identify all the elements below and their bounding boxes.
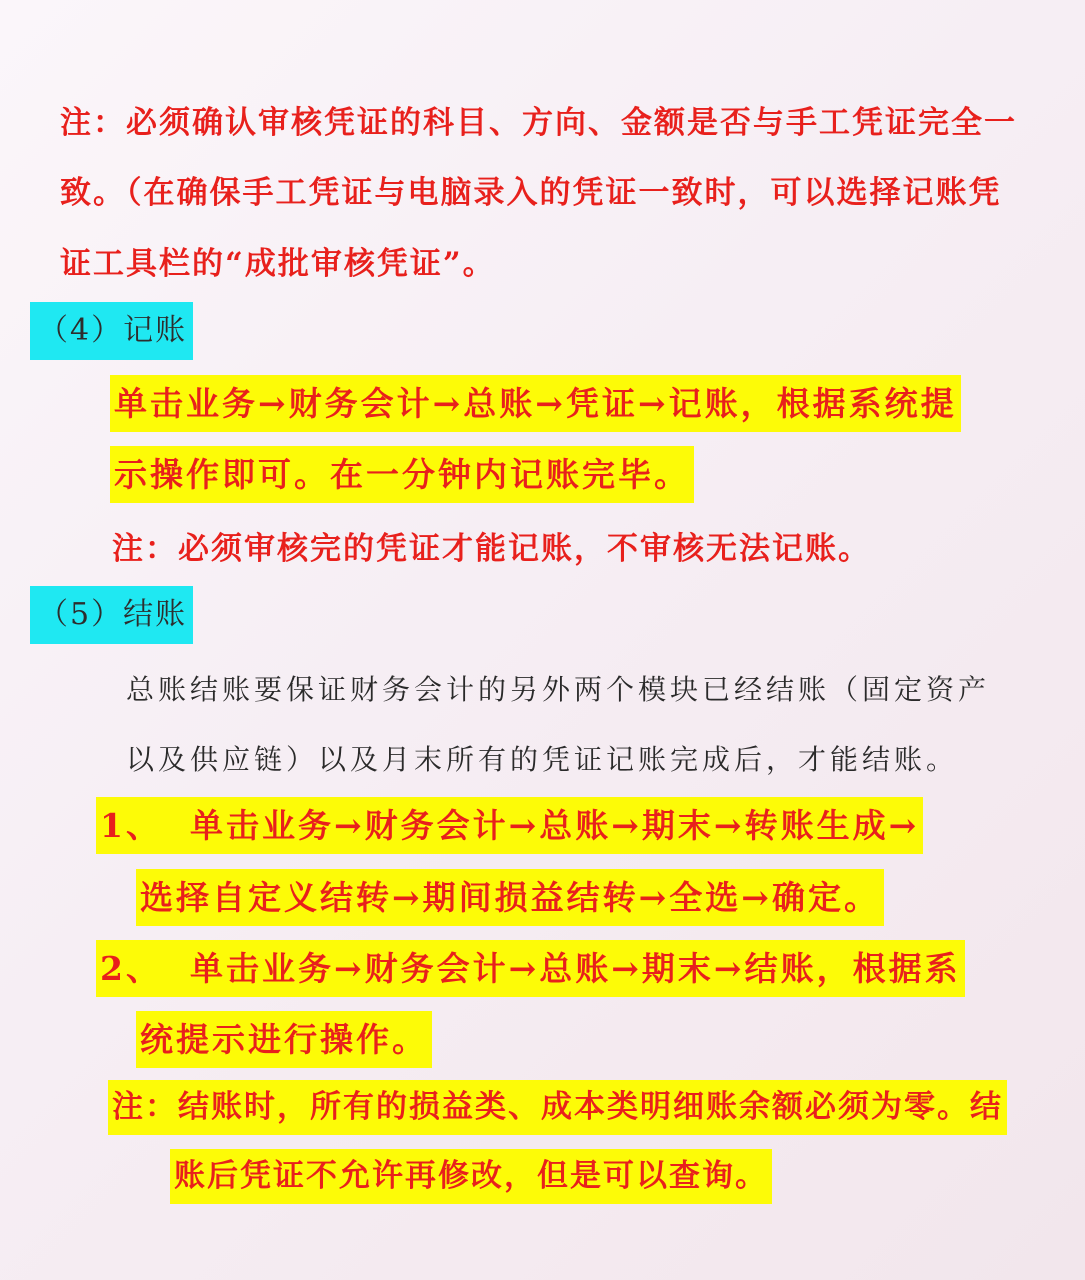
section-5-step-1-line-1 xyxy=(96,797,923,854)
section-5-step-2-number: 2、 xyxy=(100,949,162,988)
section-5-step-1-line-2: 选择自定义结转→期间损益结转→全选→确定。 xyxy=(136,869,884,926)
note-top-line-3: 证工具栏的“成批审核凭证”。 xyxy=(60,246,496,282)
section-4-heading: （4）记账 xyxy=(30,302,193,360)
section-5-step-2-text: 单击业务→财务会计→总账→期末→结账，根据系 xyxy=(189,949,961,988)
note-top-line-2: 致。（在确保手工凭证与电脑录入的凭证一致时，可以选择记账凭 xyxy=(60,175,1002,211)
note-top-line-1: 注：必须确认审核凭证的科目、方向、金额是否与手工凭证完全一 xyxy=(60,105,1017,141)
section-5-step-1-number: 1、 xyxy=(100,806,162,845)
section-4-step-line-1: 单击业务→财务会计→总账→凭证→记账，根据系统提 xyxy=(110,375,961,432)
section-5-heading: （5）结账 xyxy=(30,586,193,644)
section-4-step-line-2: 示操作即可。在一分钟内记账完毕。 xyxy=(110,446,694,503)
section-5-intro-line-2: 以及供应链）以及月末所有的凭证记账完成后，才能结账。 xyxy=(126,743,959,776)
section-5-step-2-line-1 xyxy=(96,940,965,997)
section-5-step-1-text: 单击业务→财务会计→总账→期末→转账生成→ xyxy=(189,806,920,845)
section-5-note-line-2: 账后凭证不允许再修改，但是可以查询。 xyxy=(170,1149,772,1204)
section-4-note: 注：必须审核完的凭证才能记账，不审核无法记账。 xyxy=(112,531,871,567)
section-5-note-line-1: 注：结账时，所有的损益类、成本类明细账余额必须为零。结 xyxy=(108,1080,1007,1135)
section-5-intro-line-1: 总账结账要保证财务会计的另外两个模块已经结账（固定资产 xyxy=(126,673,991,706)
section-5-step-2-line-2: 统提示进行操作。 xyxy=(136,1011,432,1068)
